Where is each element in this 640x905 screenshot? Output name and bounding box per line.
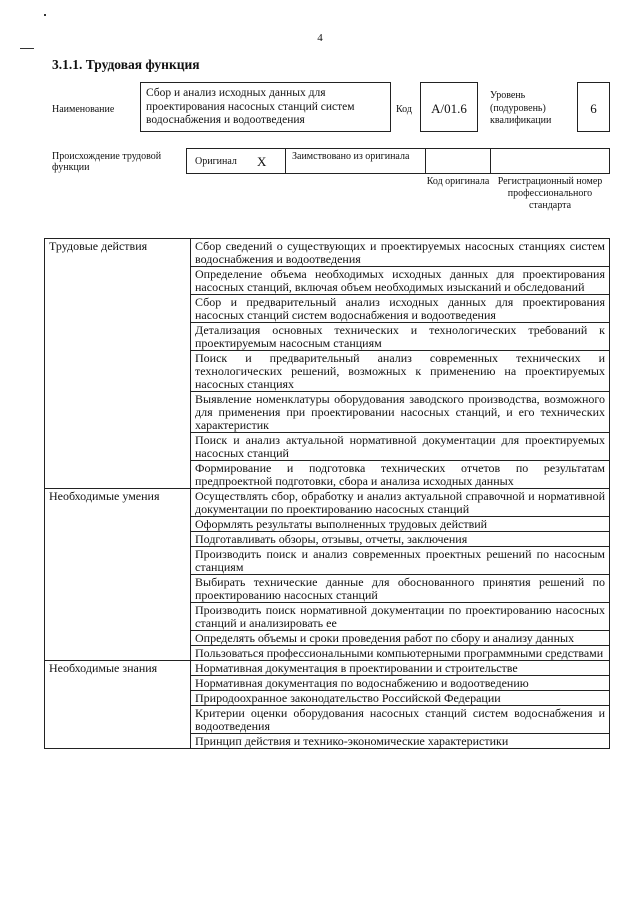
scan-mark [44, 14, 46, 16]
table-cell: Оформлять результаты выполненных трудовых действий [191, 517, 610, 532]
table-cell: Производить поиск нормативной документации по проектированию насосных станций и анализировать ее [191, 603, 610, 631]
table-cell: Природоохранное законодательство Российской Федерации [191, 691, 610, 706]
table-row [45, 239, 610, 267]
table-cell: Детализация основных технических и технологических требований к проектируемым насосным станциям [191, 323, 610, 351]
function-code: A/01.6 [420, 82, 478, 132]
table-cell: Сбор и предварительный анализ исходных данных для проектирования насосных станций систем водоснабжения и водоотведения [191, 295, 610, 323]
category-required-skills: Необходимые умения [45, 489, 191, 661]
table-cell: Пользоваться профессиональными компьютерными программными средствами [191, 646, 610, 661]
table-cell: Определение объема необходимых исходных данных для проектирования насосных станций, включая объем необходимых изысканий и обследований [191, 267, 610, 295]
code-label: Код [396, 104, 412, 115]
table-cell: Формирование и подготовка технических отчетов по результатам предпроектной подготовки, сбора и анализа исходных данных [191, 461, 610, 489]
category-labor-actions: Трудовые действия [45, 239, 191, 489]
original-cell [186, 148, 286, 174]
name-label: Наименование [52, 104, 115, 115]
table-cell: Определять объемы и сроки проведения работ по сбору и анализу данных [191, 631, 610, 646]
table-cell: Выявление номенклатуры оборудования заводского производства, возможного для применения при проектировании насосных станций, и его технических характеристик [191, 392, 610, 433]
borrowed-cell: Заимствовано из оригинала [285, 148, 426, 174]
table-cell: Осуществлять сбор, обработку и анализ актуальной справочной и нормативной документации по проектированию насосных станций [191, 489, 610, 517]
page-number: 4 [317, 32, 323, 44]
original-code-cell [425, 148, 491, 174]
registration-number-cell [490, 148, 610, 174]
table-cell: Принцип действия и технико-экономические характеристики [191, 734, 610, 749]
category-required-knowledge: Необходимые знания [45, 661, 191, 749]
table-cell: Критерии оценки оборудования насосных станций систем водоснабжения и водоотведения [191, 706, 610, 734]
function-name: Сбор и анализ исходных данных для проектирования насосных станций систем водоснабжения и водоотведения [140, 82, 391, 132]
table-cell: Поиск и анализ актуальной нормативной документации для проектируемых насосных станций [191, 433, 610, 461]
level-label: Уровень (подуровень) квалификации [490, 90, 552, 126]
original-code-caption: Код оригинала [426, 176, 490, 187]
table-cell: Выбирать технические данные для обоснованного принятия решений по проектированию насосных станций [191, 575, 610, 603]
table-cell: Сбор сведений о существующих и проектируемых насосных станциях систем водоснабжения и водоотведения [191, 239, 610, 267]
section-title: 3.1.1. Трудовая функция [52, 57, 200, 72]
scan-mark [20, 48, 34, 49]
table-cell: Поиск и предварительный анализ современных технических и технологических решений, возможных к применению на проектируемых насосных станциях [191, 351, 610, 392]
table-row [45, 661, 610, 676]
table-cell: Нормативная документация по водоснабжению и водоотведению [191, 676, 610, 691]
table-cell: Производить поиск и анализ современных проектных решений по насосным станциям [191, 547, 610, 575]
origin-label: Происхождение трудовой функции [52, 151, 162, 173]
registration-number-caption: Регистрационный номер профессионального стандарта [497, 176, 603, 211]
original-mark: X [257, 154, 267, 169]
qualification-level: 6 [577, 82, 610, 132]
table-cell: Подготавливать обзоры, отзывы, отчеты, заключения [191, 532, 610, 547]
table-row [45, 489, 610, 517]
original-label: Оригинал [195, 156, 237, 167]
table-cell: Нормативная документация в проектировании и строительстве [191, 661, 610, 676]
function-table [44, 238, 610, 749]
